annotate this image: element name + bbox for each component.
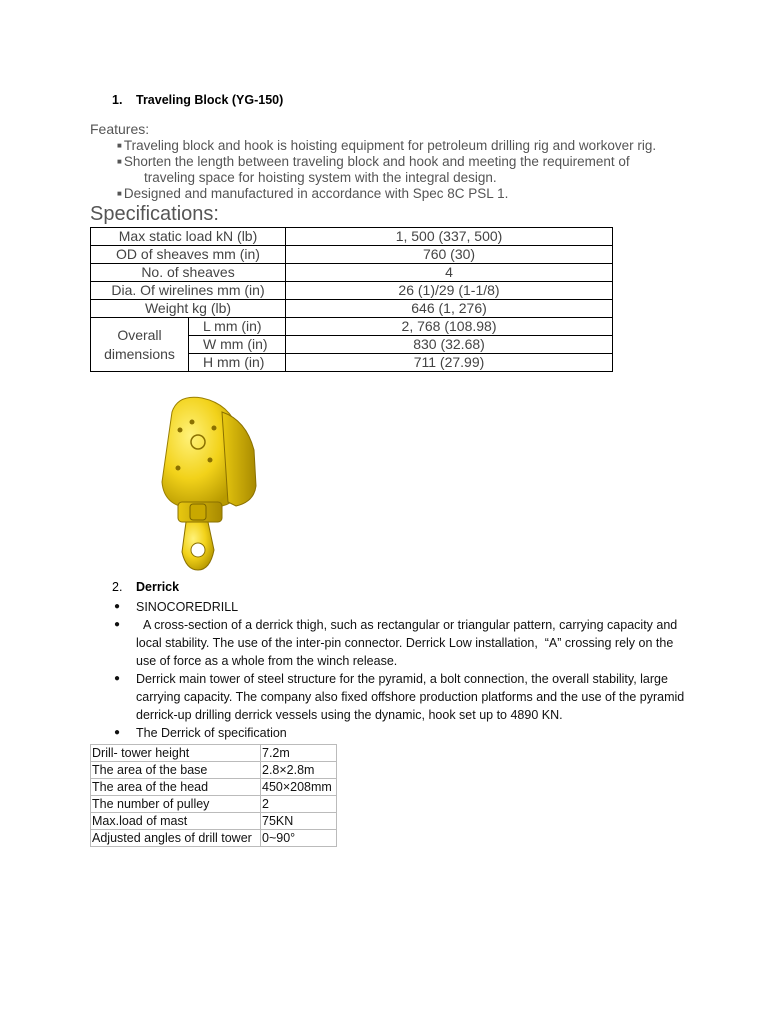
table-row: The number of pulley 2 <box>91 796 337 813</box>
list-item: ● A cross-section of a derrick thigh, such as rectangular or triangular pattern, carrying capacity and local stability. The use of the inter-pin connector. Derrick Low installation, “A” crossing rely on the use of force as a whole from the winch release. <box>114 618 681 668</box>
table-row: No. of sheaves 4 <box>91 264 613 282</box>
section-1-number: 1. <box>112 93 123 107</box>
table-row: The area of the head 450×208mm <box>91 779 337 796</box>
feature-item: ■ Traveling block and hook is hoisting equipment for petroleum drilling rig and workover rig. <box>117 138 657 153</box>
section-2-heading <box>112 580 179 594</box>
table-row: Max.load of mast 75KN <box>91 813 337 830</box>
list-item: ● SINOCOREDRILL <box>114 600 239 614</box>
table-row: H mm (in) 711 (27.99) <box>91 354 613 372</box>
section-2-number: 2. <box>112 580 123 594</box>
table-row: OD of sheaves mm (in) 760 (30) <box>91 246 613 264</box>
table-row: Overall dimensions L mm (in) 2, 768 (108.98) <box>91 318 613 336</box>
table-row: Drill- tower height 7.2m <box>91 745 337 762</box>
bullet-icon: ● <box>114 601 121 612</box>
specifications-table <box>90 227 613 372</box>
traveling-block-image <box>150 390 285 580</box>
features-label: Features: <box>90 121 150 137</box>
square-bullet-icon: ■ <box>117 141 122 150</box>
list-item: ● Derrick main tower of steel structure for the pyramid, a bolt connection, the overall stability, large carrying capacity. The company also fixed offshore production platforms and the use of the pyramid derrick-up drilling derrick vessels using the dynamic, hook set up to 4890 KN. <box>114 672 685 722</box>
section-1-title: Traveling Block (YG-150) <box>136 93 284 107</box>
feature-item: ■ Shorten the length between traveling block and hook and meeting the requirement of traveling space for hoisting system with the integral design. <box>117 154 630 185</box>
table-row: W mm (in) 830 (32.68) <box>91 336 613 354</box>
table-row: Adjusted angles of drill tower 0~90° <box>91 830 337 847</box>
square-bullet-icon: ■ <box>117 189 122 198</box>
table-row: The area of the base 2.8×2.8m <box>91 762 337 779</box>
derrick-bullet-list <box>112 598 687 742</box>
derrick-spec-table <box>90 744 337 847</box>
feature-item: ■ Designed and manufactured in accordance with Spec 8C PSL 1. <box>117 186 509 201</box>
bullet-icon: ● <box>114 727 121 738</box>
section-1-heading <box>112 93 283 107</box>
specifications-label: Specifications: <box>90 203 219 225</box>
list-item: ● The Derrick of specification <box>114 726 287 740</box>
overall-dimensions-label: Overall dimensions <box>91 318 189 372</box>
bullet-icon: ● <box>114 673 121 684</box>
table-row: Weight kg (lb) 646 (1, 276) <box>91 300 613 318</box>
bullet-icon: ● <box>114 619 121 630</box>
square-bullet-icon: ■ <box>117 157 122 166</box>
table-row: Max static load kN (lb) 1, 500 (337, 500) <box>91 228 613 246</box>
section-2-title: Derrick <box>136 580 180 594</box>
table-row: Dia. Of wirelines mm (in) 26 (1)/29 (1-1/8) <box>91 282 613 300</box>
